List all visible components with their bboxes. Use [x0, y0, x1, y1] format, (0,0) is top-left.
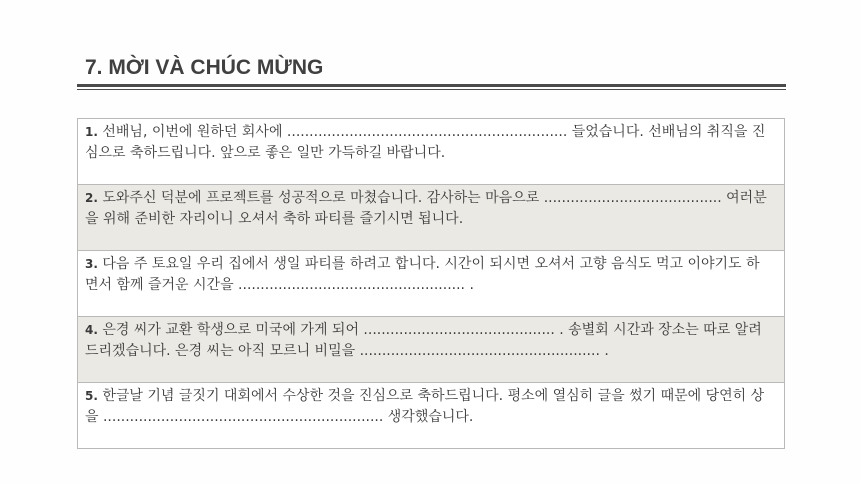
exercise-row-2 [78, 185, 784, 251]
exercise-row-3 [78, 251, 784, 317]
item-number: 1. [85, 125, 98, 139]
item-text: 선배님, 이번에 원하던 회사에 ............................................................... 들었습니다. 선배님의 취직을 진심으로 축하드립니다. 앞으로 좋은 일만 가득하길 바랍니다. [85, 124, 766, 161]
item-number: 3. [85, 257, 98, 271]
item-text: 도와주신 덕분에 프로젝트를 성공적으로 마쳤습니다. 감사하는 마음으로 ........................................ 여러분을 위해 준비한 자리이니 오셔서 축하 파티를 즐기시면 됩니다. [85, 190, 767, 227]
section-title: 7. MỜI VÀ CHÚC MỪNG [85, 56, 324, 79]
exercise-row-5 [78, 383, 784, 448]
item-text: 다음 주 토요일 우리 집에서 생일 파티를 하려고 합니다. 시간이 되시면 오셔서 고향 음식도 먹고 이야기도 하면서 함께 즐거운 시간을 ................................................... . [85, 256, 760, 293]
exercise-table [77, 118, 785, 449]
exercise-row-4 [78, 317, 784, 383]
item-text: 은경 씨가 교환 학생으로 미국에 가게 되어 ........................................... . 송별회 시간과 장소는 따로 알려드리겠습니다. 은경 씨는 아직 모르니 비밀을 ...................................................... . [85, 322, 762, 359]
exercise-row-1 [78, 119, 784, 185]
item-number: 2. [85, 191, 98, 205]
title-underline-thick [77, 84, 786, 87]
title-underline-thin [77, 89, 786, 90]
item-number: 5. [85, 389, 98, 403]
item-number: 4. [85, 323, 98, 337]
item-text: 한글날 기념 글짓기 대회에서 수상한 것을 진심으로 축하드립니다. 평소에 열심히 글을 썼기 때문에 당연히 상을 ............................................................... 생각했습니다. [85, 388, 765, 425]
